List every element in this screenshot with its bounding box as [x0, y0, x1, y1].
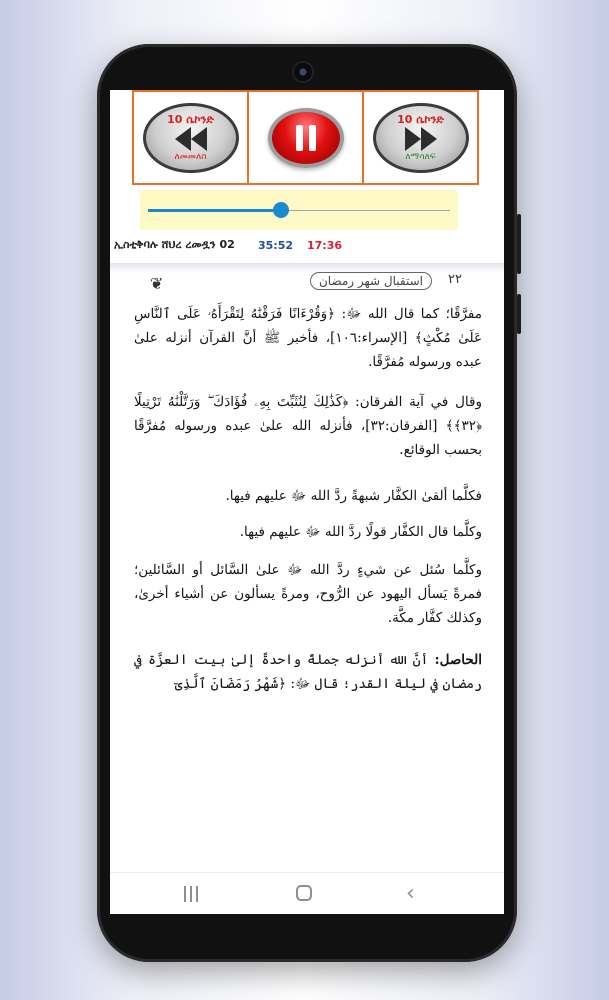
ornament-icon: ❦	[150, 274, 164, 293]
rewind-bottom-label: ለመመለስ	[174, 151, 207, 162]
home-icon[interactable]	[296, 885, 312, 901]
paragraph-text: أنَّ الله أنزله جملةً واحدةً إلىٰ بيت العزَّة في رمضان في ليلة القدر؛ قال ﷻ: ﴿شَهْرُ رَمَضَانَ ٱلَّذِىٓ	[134, 652, 482, 692]
rewind-cell	[134, 92, 247, 183]
paragraph-text: وكلَّما قال الكفَّار قولًا ردَّ الله ﷻ عليهم فيها.	[239, 524, 482, 540]
system-navbar	[110, 872, 504, 914]
rewind-top-label: 10 ሴኮንድ	[167, 112, 214, 126]
pause-icon	[296, 125, 303, 151]
paragraph-text: مفرَّقًا؛ كما قال الله ﷻ: ﴿وَقُرْءَانًا فَرَقْنَٰهُ لِتَقْرَأَهُۥ عَلَى ٱلنَّاسِ عَلَىٰ مُكْثٍ﴾ [الإسراء:١٠٦]، فأخبر ﷺ أنَّ القرآن أنزله علىٰ عبده ورسوله مُفرَّقًا.	[134, 306, 482, 370]
elapsed-time: 35:52	[258, 238, 294, 252]
paragraph	[134, 302, 482, 374]
forward-bottom-label: ለማሳለፍ	[405, 151, 436, 162]
app-screen	[110, 90, 504, 914]
page-header	[150, 272, 462, 296]
paragraph	[134, 484, 482, 508]
paragraph	[134, 558, 482, 630]
track-info	[110, 235, 504, 255]
paragraph	[134, 520, 482, 544]
pause-icon-bar	[309, 125, 316, 151]
forward-cell	[362, 92, 477, 183]
pause-cell	[247, 92, 362, 183]
power-button	[517, 294, 521, 334]
chapter-banner: استقبال شهر رمضان	[310, 272, 432, 290]
paragraph-text: وقال في آية الفرقان: ﴿كَذَٰلِكَ لِنُثَبِّتَ بِهِۦ فُؤَادَكَ ۖ وَرَتَّلْنَٰهُ تَرْتِيلًا ﴿٣٢﴾﴾ [الفرقان:٣٢]، فأنزله الله علىٰ عبده ورسوله مُفرَّقًا بحسب الوقائع.	[134, 394, 482, 458]
book-page	[110, 268, 504, 872]
paragraph	[134, 648, 482, 696]
seek-slider[interactable]	[140, 190, 458, 230]
forward-top-label: 10 ሴኮንድ	[397, 112, 444, 126]
paragraph-text: فكلَّما ألقىٰ الكفَّار شبهةً ردَّ الله ﷻ عليهم فيها.	[225, 488, 482, 504]
paragraph	[134, 390, 482, 462]
slider-fill	[148, 209, 281, 212]
paragraph-text: وكلَّما سُئل عن شيءٍ ردَّ الله ﷻ علىٰ السَّائل أو السَّائلين؛ فمرةً يَسأل اليهود عن الرُّوح، ومرةً يسألون عن أشياء أخرىٰ، وكذلك كفَّار مكَّة.	[134, 562, 482, 626]
pause-button[interactable]	[268, 108, 344, 168]
slider-thumb[interactable]	[273, 202, 289, 218]
rewind-icon	[175, 127, 207, 151]
fast-forward-icon	[405, 127, 437, 151]
page-number: ٢٢	[448, 272, 462, 287]
front-camera	[294, 63, 312, 81]
paragraph-lead: الحاصل:	[434, 652, 482, 668]
rewind-10s-button[interactable]	[143, 103, 239, 173]
player-controls	[132, 90, 479, 185]
recent-apps-icon[interactable]	[184, 886, 198, 902]
track-title: ኢስቲቅባሉ ሸህረ ረመዷን 02	[114, 238, 235, 251]
forward-10s-button[interactable]	[373, 103, 469, 173]
phone-frame	[97, 44, 517, 962]
total-time: 17:36	[307, 238, 343, 252]
back-icon[interactable]: ‹	[406, 881, 415, 906]
volume-button	[517, 214, 521, 274]
